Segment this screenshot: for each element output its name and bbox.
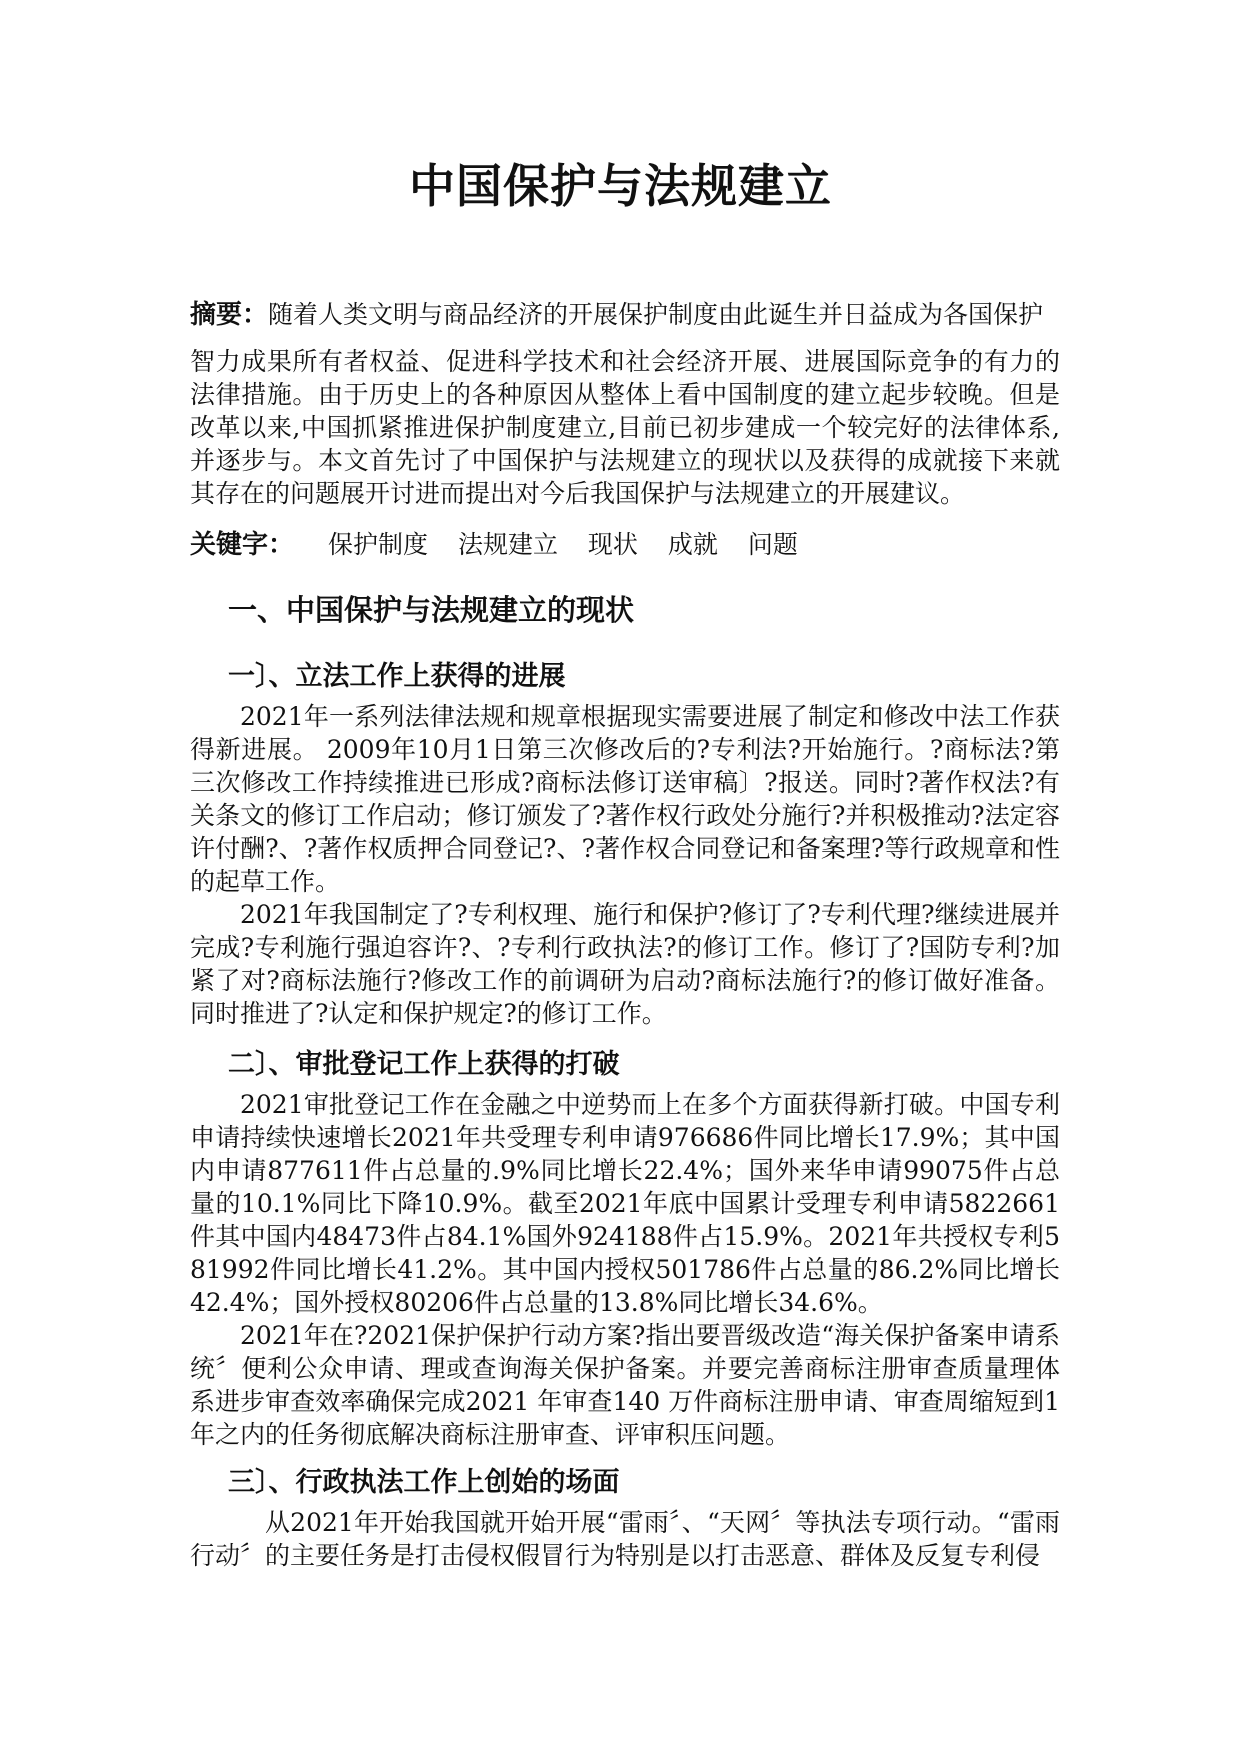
keyword-item: 现状 xyxy=(587,530,638,559)
paragraph: 从2021年开始我国就开始开展“雷雨〞、“天网〞等执法专项行动。“雷雨行动〞的主要任务是打击侵权假冒行为特别是以打击恶意、群体及反复专利侵 xyxy=(190,1508,1060,1570)
document-title: 中国保护与法规建立 xyxy=(409,159,832,213)
keyword-item: 法规建立 xyxy=(457,530,558,559)
abstract-first-text: 随着人类文明与商品经济的开展保护制度由此诞生并日益成为各国保护 xyxy=(268,300,1044,329)
keyword-item: 问题 xyxy=(747,530,798,559)
abstract-body: 智力成果所有者权益、促进科学技术和社会经济开展、进展国际竞争的有力的法律措施。由于历史上的各种原因从整体上看中国制度的建立起步较晚。但是改革以来,中国抓紧推进保护制度建立,目前已初步建成一个较完好的法律体系,并逐步与。本文首先讨了中国保护与法规建立的现状以及获得的成就接下来就其存在的问题展开讨进而提出对今后我国保护与法规建立的开展建议。 xyxy=(190,347,1060,508)
abstract-label: 摘要： xyxy=(190,300,269,330)
subsection-heading: 三〕、行政执法工作上创始的场面 xyxy=(228,1467,620,1498)
subsection-heading: 二〕、审批登记工作上获得的打破 xyxy=(228,1049,620,1080)
keyword-item: 成就 xyxy=(667,530,718,559)
keyword-item: 保护制度 xyxy=(327,530,428,559)
subsection-body xyxy=(190,1088,1060,1451)
abstract xyxy=(190,298,1060,510)
subsection-body xyxy=(190,1506,1060,1572)
section-heading: 一、中国保护与法规建立的现状 xyxy=(228,593,635,627)
subsection-body xyxy=(190,700,1060,1030)
paragraph: 2021年在?2021保护保护行动方案?指出要晋级改造“海关保护备案申请系统〞便利公众申请、理或查询海关保护备案。并要完善商标注册审查质量理体系进步审查效率确保完成2021 年审查140 万件商标注册申请、审查周缩短到1 年之内的任务彻底解决商标注册审查、评审积压问题。 xyxy=(190,1321,1060,1449)
keywords xyxy=(190,528,820,562)
subsection-heading: 一〕、立法工作上获得的进展 xyxy=(228,661,566,692)
abstract-first-line xyxy=(190,298,1060,332)
paragraph: 2021年一系列法律法规和规章根据现实需要进展了制定和修改中法工作获得新进展。 2009年10月1日第三次修改后的?专利法?开始施行。?商标法?第三次修改工作持续推进已形成?商标法修订送审稿〕?报送。同时?著作权法?有关条文的修订工作启动；修订颁发了?著作权行政处分施行?并积极推动?法定容许付酬?、?著作权质押合同登记?、?著作权合同登记和备案理?等行政规章和性的起草工作。 xyxy=(190,702,1060,896)
keywords-label: 关键字： xyxy=(190,530,295,560)
paragraph: 2021审批登记工作在金融之中逆势而上在多个方面获得新打破。中国专利申请持续快速增长2021年共受理专利申请976686件同比增长17.9%；其中国内申请877611件占总量的.9%同比增长22.4%；国外来华申请99075件占总量的10.1%同比下降10.9%。截至2021年底中国累计受理专利申请5822661件其中国内48473件占84.1%国外924188件占15.9%。2021年共授权专利581992件同比增长41.2%。其中国内授权501786件占总量的86.2%同比增长42.4%；国外授权80206件占总量的13.8%同比增长34.6%。 xyxy=(190,1090,1060,1317)
paragraph: 2021年我国制定了?专利权理、施行和保护?修订了?专利代理?继续进展并完成?专利施行强迫容许?、?专利行政执法?的修订工作。修订了?国防专利?加紧了对?商标法施行?修改工作的前调研为启动?商标法施行?的修订做好准备。同时推进了?认定和保护规定?的修订工作。 xyxy=(190,900,1060,1028)
